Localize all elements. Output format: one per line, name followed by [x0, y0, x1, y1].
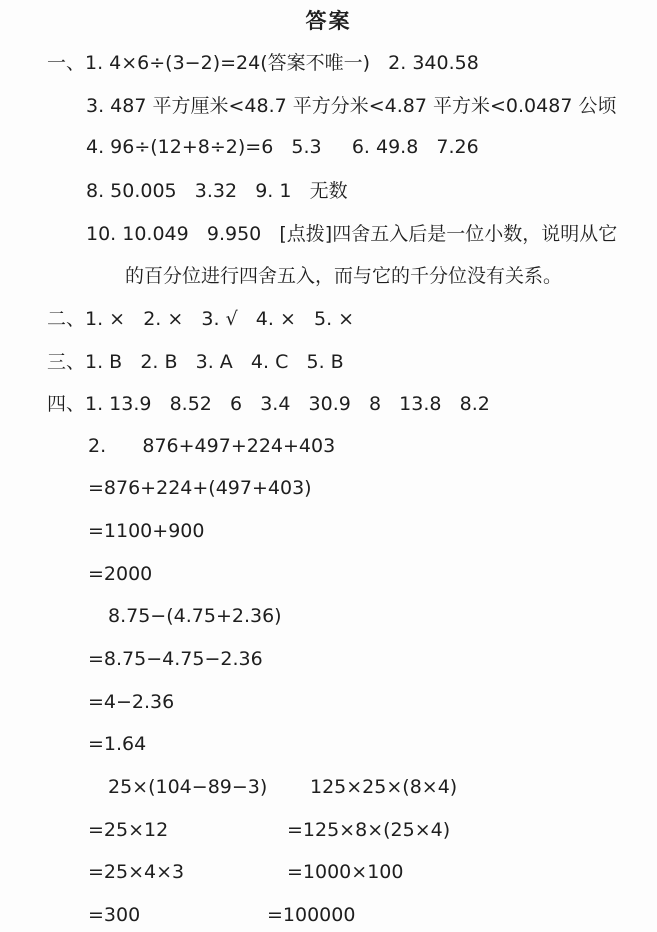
title-row [0, 0, 657, 40]
expressions-3-4-results [0, 894, 657, 932]
answers-q4-q7: 4. 96÷(12+8÷2)=6 5.3 6. 49.8 7.26 [86, 135, 479, 158]
expression-1-step-1: =876+224+(497+403) [88, 477, 312, 500]
expressions-3-4-step-1 [0, 808, 657, 851]
expression-2-step-2: =4−2.36 [88, 690, 175, 713]
expressions-3-4-step-2 [0, 851, 657, 894]
section-4-q2-expression-1: 2. 876+497+224+403 [88, 434, 336, 457]
answer-q3: 3. 487 平方厘米<48.7 平方分米<4.87 平方米<0.0487 公顷 [86, 94, 617, 117]
page-title: 答案 [305, 9, 352, 33]
expression-2-result: =1.64 [88, 733, 147, 756]
answer-q10-note-continuation: 的百分位进行四舍五入，而与它的千分位没有关系。 [125, 265, 563, 288]
expression-3-result: =300 [88, 904, 141, 927]
expression-3: 25×(104−89−3) [108, 776, 268, 799]
answers-q8-q9: 8. 50.005 3.32 9. 1 无数 [86, 179, 348, 202]
expression-4-step-2: =1000×100 [287, 861, 404, 884]
expression-4-result: =100000 [267, 904, 356, 927]
section-2-true-false-answers: 二、1. × 2. × 3. √ 4. × 5. × [47, 307, 355, 330]
expression-3-step-1: =25×12 [88, 818, 169, 841]
expression-2: 8.75−(4.75+2.36) [108, 605, 282, 628]
answer-q10-with-note: 10. 10.049 9.950 [点拨]四舍五入后是一位小数，说明从它 [86, 222, 618, 245]
section-4-q1-answers: 四、1. 13.9 8.52 6 3.4 30.9 8 13.8 8.2 [47, 393, 490, 416]
expression-4-step-1: =125×8×(25×4) [287, 818, 451, 841]
section-3-choice-answers: 三、1. B 2. B 3. A 4. C 5. B [47, 350, 344, 373]
expression-4: 125×25×(8×4) [310, 776, 458, 799]
expression-3-step-2: =25×4×3 [88, 861, 185, 884]
expression-2-step-1: =8.75−4.75−2.36 [88, 647, 263, 670]
expression-1-step-2: =1100+900 [88, 519, 205, 542]
section-1-answers-q1-q2: 一、1. 4×6÷(3−2)=24(答案不唯一) 2. 340.58 [47, 51, 479, 74]
expressions-3-and-4 [0, 766, 657, 809]
expression-1-result: =2000 [88, 562, 153, 585]
